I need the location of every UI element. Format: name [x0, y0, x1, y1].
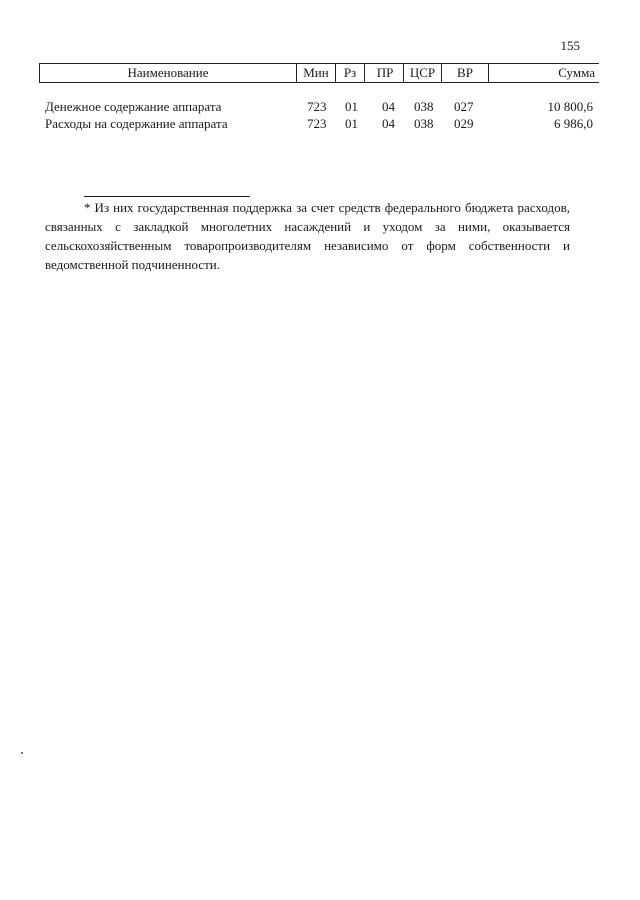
table-header	[39, 63, 599, 83]
header-rz: Рз	[343, 65, 357, 80]
row-vr: 027	[454, 99, 474, 114]
row-csr: 038	[414, 99, 434, 114]
row-sum: 6 986,0	[554, 116, 593, 131]
table-row	[45, 116, 595, 132]
header-csr: ЦСР	[409, 65, 436, 80]
row-vr: 029	[454, 116, 474, 131]
header-vr: ВР	[457, 65, 473, 80]
header-sum: Сумма	[558, 65, 595, 80]
row-pr: 04	[382, 99, 395, 114]
row-pr: 04	[382, 116, 395, 131]
row-rz: 01	[345, 116, 358, 131]
footnote-rule	[84, 196, 250, 197]
header-name: Наименование	[127, 65, 209, 80]
header-min: Мин	[303, 65, 329, 80]
scan-mark	[21, 752, 23, 754]
row-name: Расходы на содержание аппарата	[45, 116, 228, 131]
page-number: 155	[560, 38, 580, 53]
row-rz: 01	[345, 99, 358, 114]
row-min: 723	[307, 116, 327, 131]
row-name: Денежное содержание аппарата	[45, 99, 222, 114]
header-pr: ПР	[376, 65, 394, 80]
row-csr: 038	[414, 116, 434, 131]
footnote-text: * Из них государственная поддержка за счет средств федерального бюджета расходов, связанных с закладкой многолетних насаждений и уходом за ними, оказывается сельскохозяйственным товаропроизводителям независимо от форм собственности и ведомственной подчиненности.	[45, 200, 570, 272]
table-row	[45, 99, 595, 115]
row-min: 723	[307, 99, 327, 114]
row-sum: 10 800,6	[547, 99, 593, 114]
